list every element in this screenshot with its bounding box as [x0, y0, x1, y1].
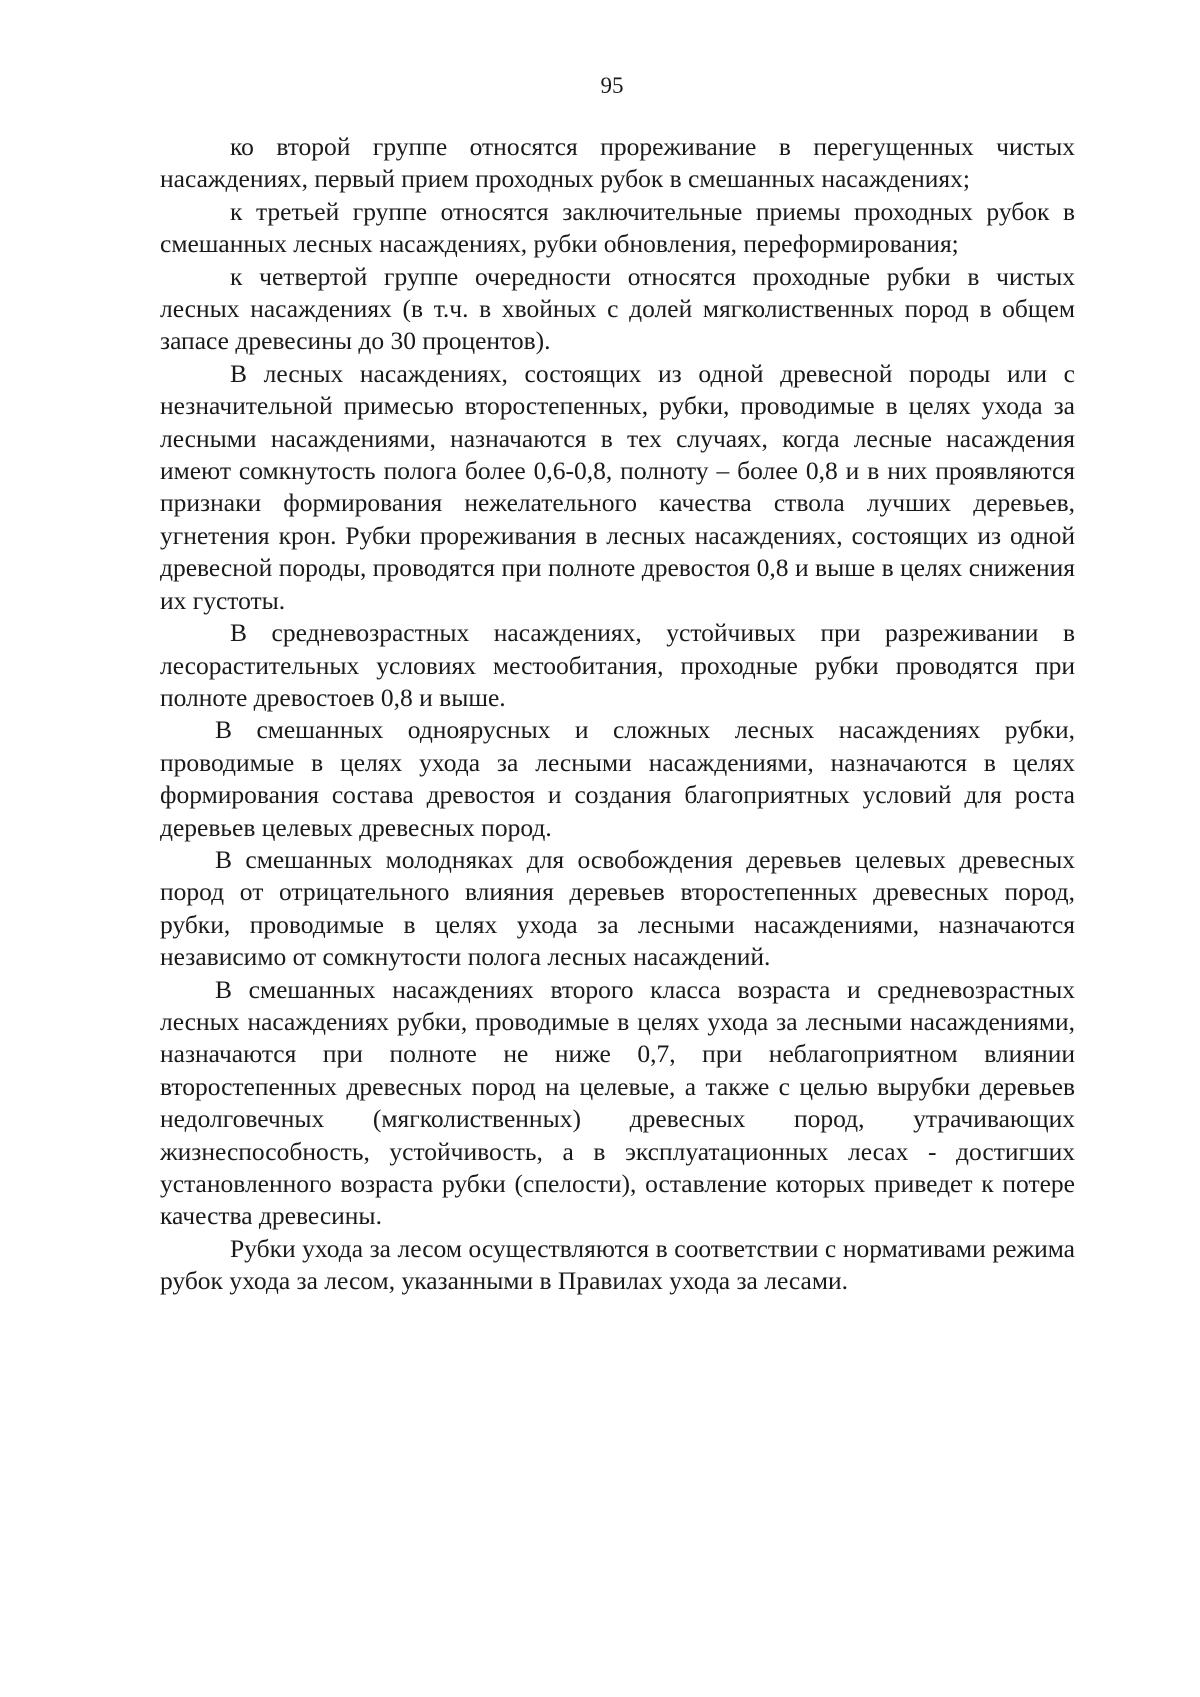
paragraph-group-four: к четвертой группе очередности относятся проходные рубки в чистых лесных насаждениях (в т.ч. в хвойных с долей мягколиственных пород в общем запасе древесины до 30 процентов).	[160, 261, 1075, 356]
paragraph-mixed-single-layer-stands: В смешанных одноярусных и сложных лесных насаждениях рубки, проводимые в целях ухода за лесными насаждениями, назначаются в целях формирования состава древостоя и создания благоприятных условий для роста деревьев целевых древесных пород.	[160, 715, 1075, 842]
paragraph-group-three: к третьей группе относятся заключительные приемы проходных рубок в смешанных лесных насаждениях, рубки обновления, переформирования;	[160, 196, 1075, 259]
paragraph-mixed-young-stands: В смешанных молодняках для освобождения деревьев целевых древесных пород от отрицательного влияния деревьев второстепенных древесных пород, рубки, проводимые в целях ухода за лесными насаждениями, назначаются независимо от сомкнутости полога лесных насаждений.	[160, 844, 1075, 972]
paragraph-thinning-standards: Рубки ухода за лесом осуществляются в соответствии с нормативами режима рубок ухода за лесом, указанными в Правилах ухода за лесами.	[160, 1233, 1075, 1296]
paragraph-second-age-class-stands: В смешанных насаждениях второго класса возраста и средневозрастных лесных насаждениях рубки, проводимые в целях ухода за лесными насаждениями, назначаются при полноте не ниже 0,7, при неблагоприятном влиянии второстепенных древесных пород на целевые, а также с целью вырубки деревьев недолговечных (мягколиственных) древесных пород, утрачивающих жизнеспособность, устойчивость, а в эксплуатационных лесах - достигших установленного возраста рубки (спелости), оставление которых приведет к потере качества древесины.	[160, 974, 1075, 1231]
paragraph-single-species-stands: В лесных насаждениях, состоящих из одной древесной породы или с незначительной примесью второстепенных, рубки, проводимые в целях ухода за лесными насаждениями, назначаются в тех случаях, когда лесные насаждения имеют сомкнутость полога более 0,6-0,8, полноту – более 0,8 и в них проявляются признаки формирования нежелательного качества ствола лучших деревьев, угнетения крон. Рубки прореживания в лесных насаждениях, состоящих из одной древесной породы, проводятся при полноте древостоя 0,8 и выше в целях снижения их густоты.	[160, 358, 1075, 615]
paragraph-middle-aged-stands: В средневозрастных насаждениях, устойчивых при разреживании в лесорастительных условиях местообитания, проходные рубки проводятся при полноте древостоев 0,8 и выше.	[160, 618, 1075, 712]
paragraph-group-two: ко второй группе относятся прореживание в перегущенных чистых насаждениях, первый прием проходных рубок в смешанных насаждениях;	[160, 132, 1075, 194]
document-body	[160, 131, 1075, 1298]
page-number: 95	[600, 73, 624, 98]
